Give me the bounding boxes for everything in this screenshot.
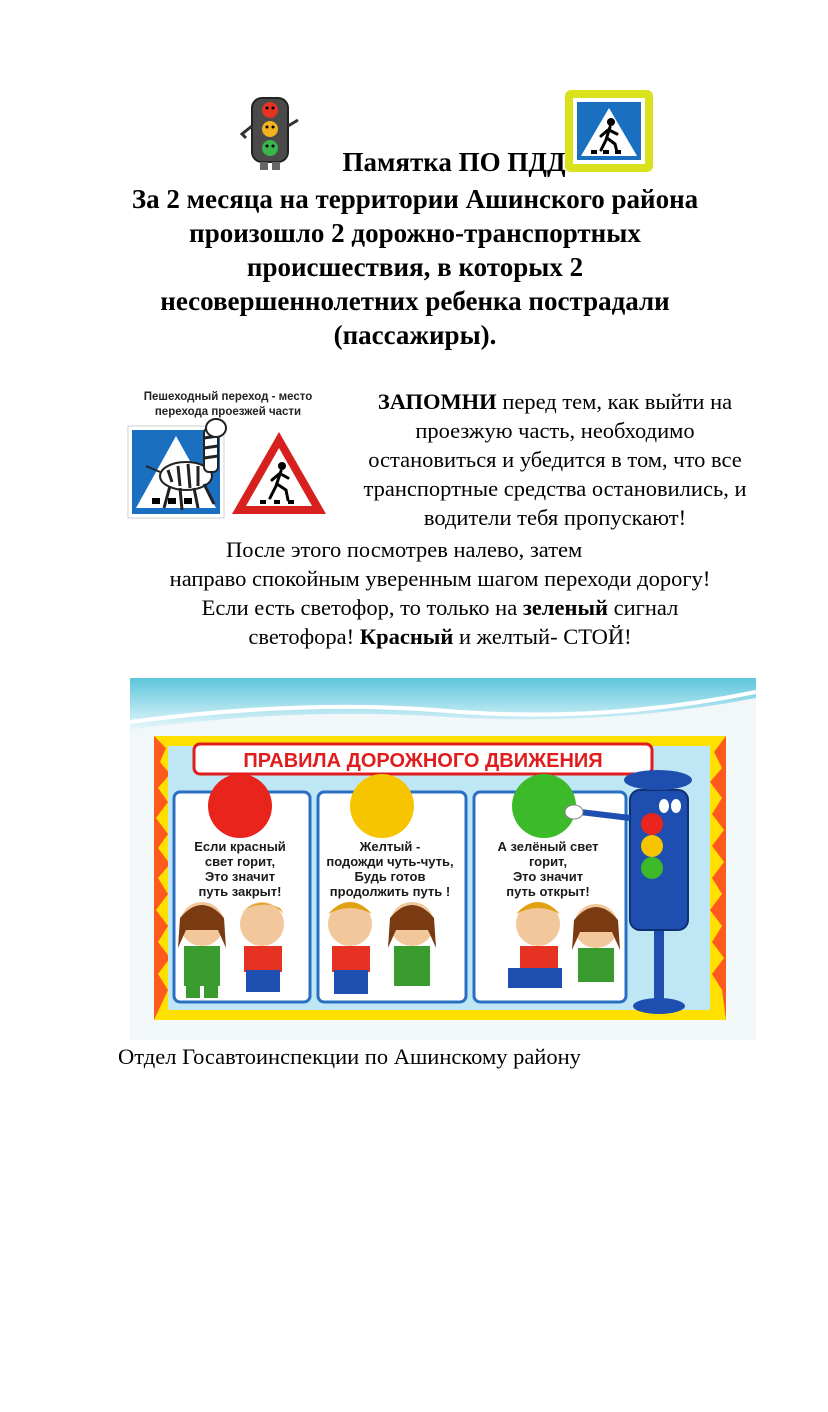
svg-text:Желтый -: Желтый -: [359, 839, 421, 854]
instructions-line: После этого посмотрев налево, затем: [226, 537, 583, 562]
instructions-paragraph: [110, 535, 770, 651]
svg-text:А зелёный свет: А зелёный свет: [497, 839, 599, 854]
signal-line: светофора! Красный и желтый- СТОЙ!: [248, 624, 632, 649]
remember-line: остановиться и убедится в том, что все: [368, 447, 742, 472]
headline: [120, 182, 710, 352]
svg-text:путь открыт!: путь открыт!: [506, 884, 590, 899]
svg-text:горит,: горит,: [528, 854, 568, 869]
poster-title: ПРАВИЛА ДОРОЖНОГО ДВИЖЕНИЯ: [243, 750, 603, 772]
remember-line: перед тем, как выйти на: [496, 389, 733, 414]
red-word: Красный: [359, 624, 454, 649]
remember-paragraph: [332, 387, 778, 532]
instructions-line: направо спокойным уверенным шагом переходи дорогу!: [169, 566, 711, 591]
svg-text:продолжить путь !: продолжить путь !: [329, 884, 451, 899]
svg-text:путь закрыт!: путь закрыт!: [198, 884, 282, 899]
svg-text:Если красный: Если красный: [194, 839, 286, 854]
svg-text:Это значит: Это значит: [512, 869, 584, 884]
pedestrian-warning-sign-icon: [230, 426, 328, 518]
svg-text:подожди чуть-чуть,: подожди чуть-чуть,: [326, 854, 454, 869]
headline-line: несовершеннолетних ребенка пострадали: [160, 286, 670, 316]
crossing-illustration: [124, 386, 332, 524]
remember-line: проезжую часть, необходимо: [415, 418, 695, 443]
headline-line: происшествия, в которых 2: [246, 252, 584, 282]
signal-line: Если есть светофор, то только на зеленый сигнал: [201, 595, 679, 620]
traffic-rules-poster: [130, 678, 756, 1040]
svg-text:Это значит: Это значит: [204, 869, 276, 884]
svg-text:Будь готов: Будь готов: [354, 869, 426, 884]
green-word: зеленый: [522, 595, 608, 620]
crossing-caption-line2: перехода проезжей части: [154, 406, 302, 418]
remember-line: водители тебя пропускают!: [423, 505, 687, 530]
page-title: Памятка ПО ПДД: [342, 147, 566, 177]
footer-signature: Отдел Госавтоинспекции по Ашинскому району: [118, 1044, 581, 1069]
headline-line: За 2 месяца на территории Ашинского района: [131, 184, 699, 214]
crossing-caption-line1: Пешеходный переход - место: [143, 391, 313, 403]
remember-line: транспортные средства остановились, и: [363, 476, 747, 501]
svg-text:свет горит,: свет горит,: [204, 854, 276, 869]
headline-line: (пассажиры).: [333, 320, 497, 350]
remember-word: ЗАПОМНИ: [377, 389, 497, 414]
headline-line: произошло 2 дорожно-транспортных: [189, 218, 641, 248]
